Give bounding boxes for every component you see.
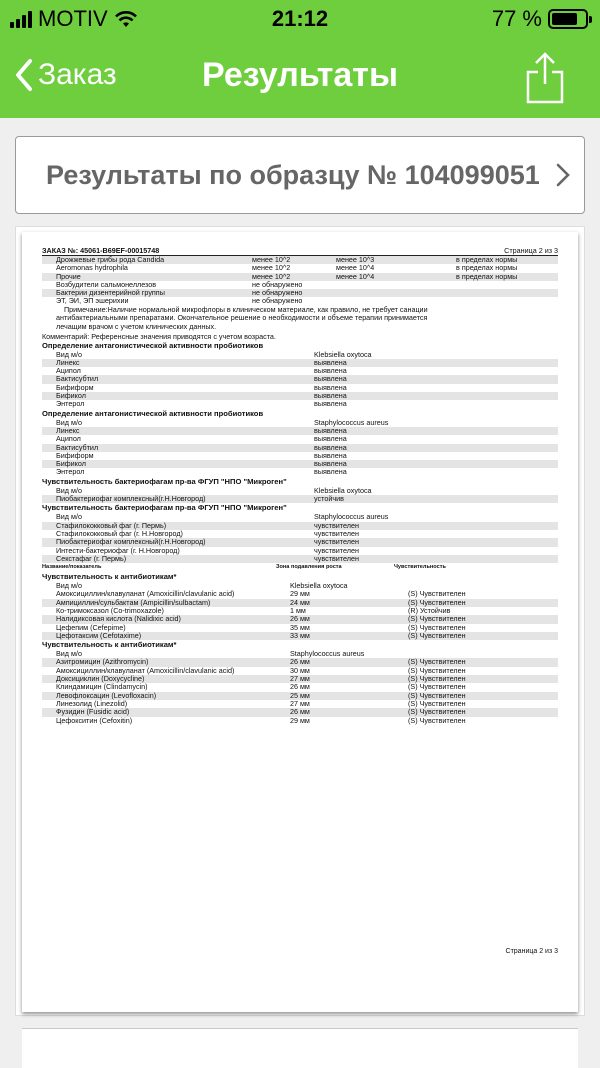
- section-title: Определение антагонистической активности пробиотиков: [42, 408, 264, 418]
- table-cell: Клиндамицин (Clindamycin): [56, 682, 148, 692]
- table-row: [42, 495, 558, 503]
- table-cell: Вид м/о: [56, 349, 82, 359]
- table-cell: чувствителен: [314, 537, 359, 547]
- antagonism-table: [42, 419, 558, 477]
- note-line: антибактериальными препаратами. Окончательное решение о необходимости и объеме терапии принимается: [56, 313, 428, 323]
- table-row: [42, 400, 558, 408]
- table-cell: 25 мм: [290, 690, 310, 700]
- table-cell: менее 10^3: [336, 255, 375, 264]
- table-cell: Staphylococcus aureus: [290, 649, 365, 659]
- page-title: Результаты: [201, 56, 398, 94]
- table-cell: 29 мм: [290, 715, 310, 725]
- table-cell: Амоксициллин/клавуланат (Amoxicillin/clavulanic acid): [56, 665, 235, 675]
- section-title: Определение антагонистической активности пробиотиков: [42, 340, 264, 350]
- table-cell: [456, 281, 558, 289]
- table-cell: Азитромицин (Azithromycin): [56, 657, 149, 667]
- table-cell: Пиобактериофаг комплексный(г.Н.Новгород): [56, 537, 206, 547]
- table-cell: Klebsiella oxytoca: [290, 581, 348, 591]
- flora-table: [42, 256, 558, 306]
- table-cell: [456, 289, 558, 297]
- table-cell: не обнаружено: [252, 279, 303, 289]
- table-row: [42, 375, 558, 383]
- table-cell: Ампициллин/сульбактам (Ampicillin/sulbactam): [56, 597, 211, 607]
- table-row: [42, 468, 558, 476]
- table-cell: [336, 281, 456, 289]
- result-document-page[interactable]: [22, 232, 578, 1012]
- table-row: [42, 460, 558, 468]
- table-cell: Линекс: [56, 425, 80, 435]
- table-cell: чувствителен: [314, 528, 359, 538]
- table-cell: 26 мм: [290, 682, 310, 692]
- table-cell: [336, 289, 456, 297]
- phage-table: [42, 513, 558, 563]
- table-cell: Цефепим (Cefepime): [56, 622, 126, 632]
- table-cell: Staphylococcus aureus: [314, 512, 389, 522]
- table-cell: выявлена: [314, 425, 347, 435]
- column-header: Зона подавления роста: [276, 564, 342, 571]
- chevron-right-icon: [556, 163, 570, 187]
- column-headers: [42, 563, 558, 572]
- table-cell: Аципол: [56, 434, 81, 444]
- table-row: [42, 384, 558, 392]
- table-row: [42, 452, 558, 460]
- table-cell: Дрожжевые грибы рода Candida: [56, 255, 165, 264]
- table-cell: выявлена: [314, 366, 347, 376]
- table-cell: Аципол: [56, 366, 81, 376]
- table-cell: выявлена: [314, 450, 347, 460]
- table-cell: (S) Чувствителен: [408, 597, 466, 607]
- column-header: Название/показатель: [42, 564, 102, 571]
- table-cell: Интести-бактериофаг (г. Н.Новгород): [56, 545, 180, 555]
- table-row: [42, 392, 558, 400]
- battery-area: [492, 6, 588, 32]
- table-cell: устойчив: [314, 494, 344, 504]
- antagonism-table: [42, 351, 558, 409]
- table-cell: 26 мм: [290, 614, 310, 624]
- table-cell: Вид м/о: [56, 485, 82, 495]
- table-cell: выявлена: [314, 459, 347, 469]
- table-row: [42, 435, 558, 443]
- table-cell: Энтерол: [56, 467, 85, 477]
- table-cell: в пределах нормы: [456, 263, 518, 273]
- share-icon: [526, 52, 564, 104]
- next-document-page[interactable]: [22, 1028, 578, 1068]
- share-button[interactable]: [526, 52, 564, 109]
- table-cell: 35 мм: [290, 622, 310, 632]
- section-title: Чувствительность бактериофагам пр-ва ФГУП "НПО "Микроген": [42, 503, 287, 513]
- table-cell: чувствителен: [314, 520, 359, 530]
- table-cell: Налидиксовая кислота (Nalidixic acid): [56, 614, 181, 624]
- table-cell: чувствителен: [314, 553, 359, 563]
- sample-results-label: Результаты по образцу № 104099051: [46, 159, 540, 190]
- table-cell: в пределах нормы: [456, 271, 518, 281]
- battery-percent: 77 %: [491, 6, 542, 31]
- table-cell: Ко-тримоксазол (Co-trimoxazole): [56, 605, 164, 615]
- table-cell: Бактисубтил: [56, 374, 99, 384]
- table-cell: выявлена: [314, 399, 347, 409]
- table-cell: Staphylococcus aureus: [314, 417, 389, 427]
- comment: Комментарий: Референсные значения приводятся с учетом возраста.: [42, 331, 276, 341]
- table-cell: Секстафаг (г. Пермь): [56, 553, 127, 563]
- table-cell: Бификол: [56, 391, 86, 401]
- table-cell: выявлена: [314, 467, 347, 477]
- table-row: [42, 427, 558, 435]
- table-cell: выявлена: [314, 434, 347, 444]
- table-cell: 26 мм: [290, 707, 310, 717]
- table-cell: выявлена: [314, 442, 347, 452]
- table-cell: Бификол: [56, 459, 86, 469]
- table-cell: Бактерии дизентерийной группы: [56, 288, 165, 298]
- table-cell: Пиобактериофаг комплексный(г.Н.Новгород): [56, 494, 206, 504]
- table-cell: Вид м/о: [56, 649, 82, 659]
- table-cell: менее 10^2: [252, 255, 291, 264]
- footer-page-indicator: Страница 2 из 3: [505, 948, 558, 955]
- column-header: Чувствительность: [394, 564, 446, 571]
- table-cell: Цефотаксим (Cefotaxime): [56, 630, 142, 640]
- table-cell: менее 10^2: [252, 271, 291, 281]
- table-cell: 1 мм: [290, 605, 306, 615]
- table-cell: (S) Чувствителен: [408, 665, 466, 675]
- table-cell: выявлена: [314, 374, 347, 384]
- table-cell: выявлена: [314, 382, 347, 392]
- table-cell: Aeromonas hydrophila: [56, 263, 128, 273]
- table-row: [42, 444, 558, 452]
- table-cell: (S) Чувствителен: [408, 589, 466, 599]
- table-cell: (S) Чувствителен: [408, 657, 466, 667]
- table-cell: 33 мм: [290, 630, 310, 640]
- table-row: [42, 717, 558, 725]
- table-cell: (S) Чувствителен: [408, 674, 466, 684]
- table-cell: Стафилококковый фаг (г. Пермь): [56, 520, 167, 530]
- note-line: лечащим врачом с учетом клинических данных.: [56, 321, 217, 331]
- table-cell: (S) Чувствителен: [408, 630, 466, 640]
- note-line: Примечание:Наличие нормальной микрофлоры в клиническом материале, как правило, не требует санации: [64, 304, 428, 314]
- table-row: [42, 359, 558, 367]
- table-cell: Бифиформ: [56, 450, 94, 460]
- table-cell: 27 мм: [290, 698, 310, 708]
- table-cell: Возбудители сальмонеллезов: [56, 279, 157, 289]
- table-cell: (S) Чувствителен: [408, 682, 466, 692]
- table-cell: менее 10^4: [336, 263, 375, 273]
- table-row: [42, 367, 558, 375]
- table-cell: выявлена: [314, 357, 347, 367]
- battery-icon: [548, 9, 588, 29]
- table-cell: не обнаружено: [252, 296, 303, 306]
- antibiotic-table: [42, 582, 558, 640]
- table-cell: Цефокситин (Cefoxitin): [56, 715, 133, 725]
- back-label: Заказ: [38, 58, 117, 91]
- table-cell: 29 мм: [290, 589, 310, 599]
- table-cell: [456, 297, 558, 305]
- clock: 21:12: [271, 6, 329, 31]
- table-row: [42, 419, 558, 427]
- table-cell: 27 мм: [290, 674, 310, 684]
- table-cell: (S) Чувствителен: [408, 614, 466, 624]
- table-cell: 24 мм: [290, 597, 310, 607]
- table-cell: Линекс: [56, 357, 80, 367]
- table-cell: выявлена: [314, 391, 347, 401]
- table-cell: Фузидин (Fusidic acid): [56, 707, 130, 717]
- table-cell: Klebsiella oxytoca: [314, 349, 372, 359]
- carrier-name: MOTIV: [38, 6, 108, 31]
- table-cell: чувствителен: [314, 545, 359, 555]
- table-cell: 26 мм: [290, 657, 310, 667]
- table-cell: Стафилококковый фаг (г. Н.Новгород): [56, 528, 183, 538]
- table-cell: (S) Чувствителен: [408, 698, 466, 708]
- table-row: [42, 555, 558, 563]
- sample-results-button[interactable]: [15, 136, 585, 214]
- table-cell: менее 10^4: [336, 271, 375, 281]
- table-cell: ЭТ, ЭИ, ЭП эшерихии: [56, 296, 129, 306]
- table-cell: Klebsiella oxytoca: [314, 485, 372, 495]
- table-cell: Линезолид (Linezolid): [56, 698, 128, 708]
- table-cell: (S) Чувствителен: [408, 690, 466, 700]
- table-cell: (S) Чувствителен: [408, 715, 466, 725]
- table-cell: в пределах нормы: [456, 255, 518, 264]
- order-number: ЗАКАЗ №: 45061-B69EF-00015748: [42, 246, 160, 255]
- table-cell: менее 10^2: [252, 263, 291, 273]
- table-cell: 30 мм: [290, 665, 310, 675]
- phage-table: [42, 487, 558, 504]
- table-cell: Левофлоксацин (Levofloxacin): [56, 690, 157, 700]
- page-indicator: Страница 2 из 3: [504, 246, 558, 255]
- table-cell: Вид м/о: [56, 417, 82, 427]
- table-cell: Доксициклин (Doxycycline): [56, 674, 145, 684]
- table-cell: Амоксициллин/клавуланат (Amoxicillin/clavulanic acid): [56, 589, 235, 599]
- table-row: [42, 632, 558, 640]
- table-cell: Вид м/о: [56, 581, 82, 591]
- status-bar: [0, 0, 600, 36]
- table-cell: Прочие: [56, 271, 81, 281]
- section-title: Чувствительность бактериофагам пр-ва ФГУП "НПО "Микроген": [42, 476, 287, 486]
- table-row: [42, 351, 558, 359]
- table-cell: (S) Чувствителен: [408, 707, 466, 717]
- navigation-bar: [0, 36, 600, 118]
- section-title: Чувствительность к антибиотикам*: [42, 572, 177, 582]
- section-title: Чувствительность к антибиотикам*: [42, 640, 177, 650]
- antibiotic-table: [42, 650, 558, 725]
- table-cell: Бифиформ: [56, 382, 94, 392]
- table-cell: не обнаружено: [252, 288, 303, 298]
- table-cell: Энтерол: [56, 399, 85, 409]
- table-cell: (S) Чувствителен: [408, 622, 466, 632]
- table-cell: Вид м/о: [56, 512, 82, 522]
- table-cell: (R) Устойчив: [408, 605, 451, 615]
- table-cell: Бактисубтил: [56, 442, 99, 452]
